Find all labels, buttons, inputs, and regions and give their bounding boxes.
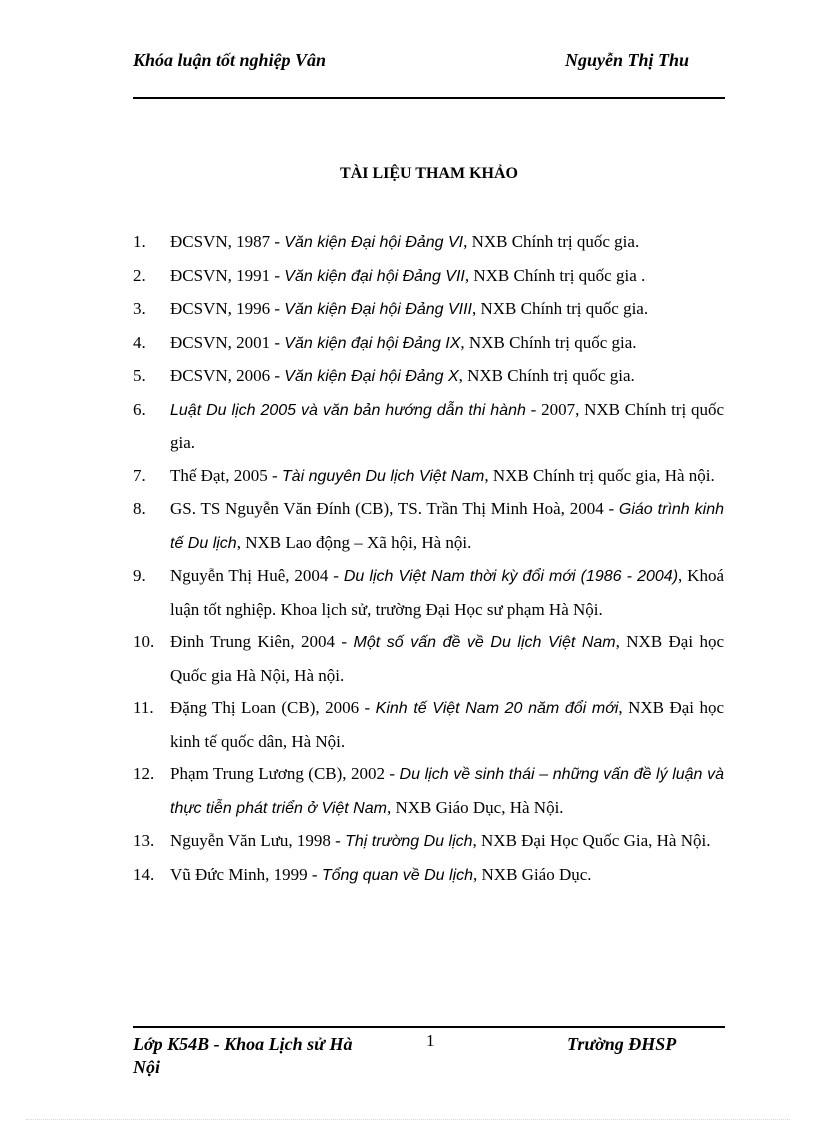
reference-item xyxy=(133,260,724,294)
reference-number: 10. xyxy=(133,632,155,651)
reference-item xyxy=(133,859,724,893)
reference-title: Du lịch Việt Nam thời kỳ đổi mới (1986 - 2004) xyxy=(343,568,679,585)
reference-title: Văn kiện đại hội Đảng IX xyxy=(284,334,461,352)
reference-number: 9. xyxy=(133,566,146,585)
reference-publisher: , NXB Đại học Quốc gia Hà Nội, Hà nội. xyxy=(170,632,724,685)
reference-item xyxy=(133,560,724,626)
page-number: 1 xyxy=(426,1031,435,1050)
reference-number: 4. xyxy=(133,332,146,352)
reference-title: Văn kiện Đại hội Đảng X xyxy=(284,368,459,385)
reference-author: Đinh Trung Kiên, 2004 - xyxy=(170,632,354,651)
reference-publisher: , NXB Lao động – Xã hội, Hà nội. xyxy=(236,532,472,552)
reference-number: 12. xyxy=(133,764,155,783)
reference-author: Nguyễn Văn Lưu, 1998 - xyxy=(170,831,346,850)
reference-title: Kinh tế Việt Nam 20 năm đổi mới xyxy=(375,700,619,717)
reference-author: ĐCSVN, 2001 - xyxy=(170,332,285,352)
reference-publisher: , NXB Chính trị quốc gia. xyxy=(458,366,635,385)
reference-item xyxy=(133,327,724,361)
reference-author: Phạm Trung Lương (CB), 2002 - xyxy=(170,764,400,783)
reference-title: Du lịch về sinh thái – những vấn đề lý luận và thực tiễn phát triển ở Việt Nam xyxy=(170,766,724,817)
reference-publisher: , Khoá luận tốt nghiệp. Khoa lịch sử, trường Đại Học sư phạm Hà Nội. xyxy=(170,566,725,619)
reference-title: Tổng quan về Du lịch xyxy=(321,866,474,884)
reference-publisher: , NXB Chính trị quốc gia. xyxy=(471,299,649,318)
reference-author: Vũ Đức Minh, 1999 - xyxy=(170,864,322,884)
reference-item xyxy=(133,825,724,859)
reference-title: Luật Du lịch 2005 và văn bản hướng dẫn thi hành xyxy=(170,401,526,419)
reference-title: Văn kiện Đại hội Đảng VIII xyxy=(284,301,472,318)
reference-author: Đặng Thị Loan (CB), 2006 - xyxy=(170,698,376,717)
reference-number: 7. xyxy=(133,465,146,485)
page-edge-divider xyxy=(26,1119,790,1120)
reference-number: 11. xyxy=(133,698,154,717)
reference-item xyxy=(133,394,724,460)
reference-publisher: , NXB Chính trị quốc gia . xyxy=(464,265,646,285)
footer-right-text: Trường ĐHSP xyxy=(567,1034,677,1054)
reference-publisher: , NXB Giáo Dục, Hà Nội. xyxy=(386,797,564,817)
header-right-text: Nguyễn Thị Thu xyxy=(565,50,690,70)
reference-number: 8. xyxy=(133,499,146,518)
reference-item xyxy=(133,293,724,327)
reference-number: 2. xyxy=(133,265,146,285)
reference-publisher: , NXB Chính trị quốc gia, Hà nội. xyxy=(484,465,715,485)
reference-number: 6. xyxy=(133,399,146,419)
reference-publisher: , NXB Giáo Dục. xyxy=(473,864,592,884)
reference-author: ĐCSVN, 1996 - xyxy=(170,299,285,318)
reference-number: 3. xyxy=(133,299,146,318)
footer-left-text: Lớp K54B - Khoa Lịch sử Hà Nội xyxy=(133,1034,353,1077)
header-left-text: Khóa luận tốt nghiệp Vân xyxy=(133,50,327,70)
reference-number: 13. xyxy=(133,831,155,850)
reference-item xyxy=(133,493,724,560)
reference-publisher: , NXB Chính trị quốc gia. xyxy=(460,332,637,352)
reference-title: Văn kiện đại hội Đảng VII xyxy=(284,267,465,285)
reference-title: Một số vấn đề về Du lịch Việt Nam xyxy=(353,634,616,651)
reference-publisher: - 2007, NXB Chính trị quốc gia. xyxy=(170,399,724,452)
reference-publisher: , NXB Đại Học Quốc Gia, Hà Nội. xyxy=(472,831,711,850)
page-footer xyxy=(133,1026,725,1077)
reference-publisher: , NXB Đại học kinh tế quốc dân, Hà Nội. xyxy=(170,698,724,751)
reference-item xyxy=(133,460,724,494)
reference-title: Thị trường Du lịch xyxy=(345,833,473,850)
reference-item xyxy=(133,692,724,758)
reference-author: Nguyễn Thị Huê, 2004 - xyxy=(170,566,344,585)
page-title: TÀI LIỆU THAM KHẢO xyxy=(340,165,518,182)
page-header xyxy=(133,49,725,99)
reference-number: 1. xyxy=(133,232,146,251)
reference-author: Thế Đạt, 2005 - xyxy=(170,465,282,485)
reference-item xyxy=(133,360,724,394)
reference-author: GS. TS Nguyễn Văn Đính (CB), TS. Trần Thị Minh Hoà, 2004 - xyxy=(170,499,619,518)
reference-title: Văn kiện Đại hội Đảng VI xyxy=(284,234,464,251)
reference-title: Tài nguyên Du lịch Việt Nam xyxy=(281,467,485,485)
reference-list xyxy=(133,226,724,892)
reference-item xyxy=(133,226,724,260)
reference-title: Giáo trình kinh tế Du lịch xyxy=(170,501,724,552)
reference-publisher: , NXB Chính trị quốc gia. xyxy=(463,232,640,251)
reference-number: 5. xyxy=(133,366,146,385)
reference-number: 14. xyxy=(133,864,155,884)
reference-item xyxy=(133,758,724,825)
reference-item xyxy=(133,626,724,692)
reference-author: ĐCSVN, 1991 - xyxy=(170,265,285,285)
reference-author: ĐCSVN, 1987 - xyxy=(170,232,285,251)
reference-author: ĐCSVN, 2006 - xyxy=(170,366,285,385)
